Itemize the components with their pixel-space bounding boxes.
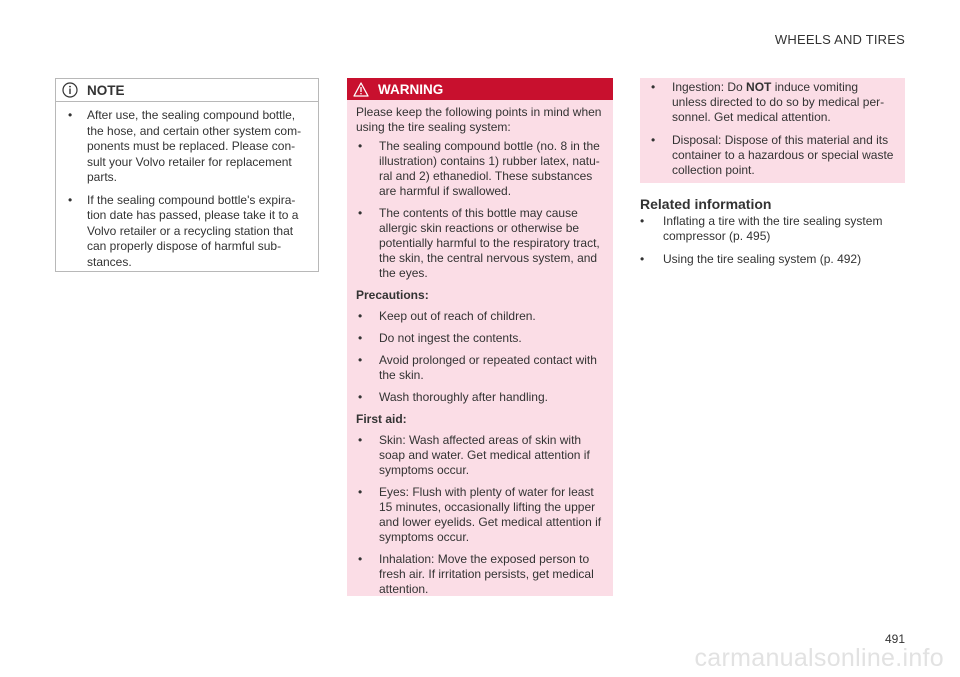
- warning-item: • The contents of this bottle may cause allergic skin reactions or otherwise be potentially harmful to the respiratory tract, the skin, the central nervous system, and the eyes.: [356, 206, 603, 281]
- note-item: • If the sealing compound bottle's expira-tion date has passed, please take it to a Volvo retailer or a recycling station that can properly dispose of harmful sub-stances.: [68, 193, 308, 271]
- page-number: 491: [884, 632, 905, 646]
- warning-triangle-icon: [353, 82, 369, 97]
- first-aid-heading: First aid:: [356, 412, 407, 426]
- precautions-heading: Precautions:: [356, 288, 429, 302]
- related-information: [640, 196, 905, 275]
- related-list: [640, 214, 905, 267]
- related-link[interactable]: • Using the tire sealing system (p. 492): [640, 252, 905, 267]
- warning-title: WARNING: [378, 81, 444, 97]
- precaution-item: • Wash thoroughly after handling.: [356, 390, 603, 405]
- warning-box: [347, 78, 613, 596]
- section-header: WHEELS AND TIRES: [774, 32, 905, 47]
- note-box: [55, 78, 319, 272]
- precaution-item: • Avoid prolonged or repeated contact with the skin.: [356, 353, 603, 383]
- ingestion-item: [651, 80, 895, 125]
- related-title: Related information: [640, 196, 772, 212]
- disposal-item: • Disposal: Dispose of this material and its container to a hazardous or special waste collection point.: [651, 133, 895, 178]
- warning-continuation-list: [651, 80, 895, 178]
- ingestion-suffix: induce vomiting unless directed to do so by medical per-sonnel. Get medical attention.: [672, 80, 885, 124]
- ingestion-prefix: Ingestion: Do: [672, 80, 747, 94]
- warning-continuation-box: [640, 78, 905, 183]
- note-header: [56, 79, 318, 102]
- warning-header: [347, 78, 613, 100]
- note-list: [56, 102, 318, 270]
- first-aid-item: • Inhalation: Move the exposed person to fresh air. If irritation persists, get medical attention.: [356, 552, 603, 597]
- watermark: carmanualsonline.info: [694, 644, 944, 672]
- first-aid-item: • Eyes: Flush with plenty of water for least 15 minutes, occasionally lifting the upper and lower eyelids. Get medical attention if symptoms occur.: [356, 485, 603, 545]
- related-link[interactable]: • Inflating a tire with the tire sealing system compressor (p. 495): [640, 214, 905, 244]
- warning-intro: Please keep the following points in mind when using the tire sealing system:: [356, 105, 602, 134]
- note-item: • After use, the sealing compound bottle, the hose, and certain other system com-ponents must be replaced. Please con-sult your Volvo retailer for replacement parts.: [68, 108, 308, 186]
- precaution-item: • Keep out of reach of children.: [356, 309, 603, 324]
- ingestion-emphasis: NOT: [746, 80, 772, 94]
- warning-item: • The sealing compound bottle (no. 8 in the illustration) contains 1) rubber latex, natu-ral and 2) ethanediol. These substances are harmful if swallowed.: [356, 139, 603, 199]
- warning-list: [356, 139, 603, 281]
- info-circle-icon: [62, 82, 78, 98]
- precaution-item: • Do not ingest the contents.: [356, 331, 603, 346]
- first-aid-list: [356, 433, 603, 597]
- note-title: NOTE: [87, 82, 125, 98]
- precautions-list: [356, 309, 603, 405]
- first-aid-item: • Skin: Wash affected areas of skin with soap and water. Get medical attention if symptoms occur.: [356, 433, 603, 478]
